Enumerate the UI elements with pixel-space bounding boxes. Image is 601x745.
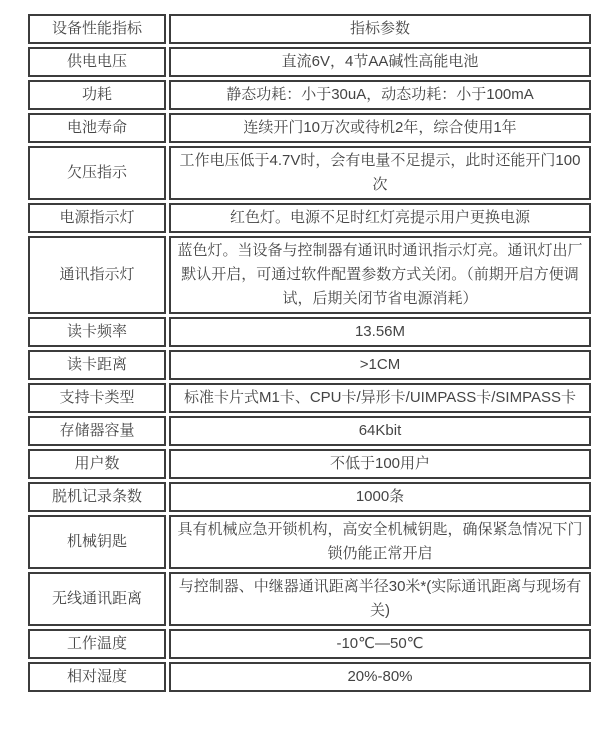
table-row bbox=[28, 383, 591, 413]
table-row bbox=[28, 572, 591, 626]
spec-label: 脱机记录条数 bbox=[28, 482, 166, 512]
table-row bbox=[28, 629, 591, 659]
table-row bbox=[28, 350, 591, 380]
spec-label: 存储器容量 bbox=[28, 416, 166, 446]
table-row-header bbox=[28, 14, 591, 44]
spec-value: 1000条 bbox=[169, 482, 591, 512]
spec-value: 工作电压低于4.7V时，会有电量不足提示，此时还能开门100次 bbox=[169, 146, 591, 200]
spec-value: 不低于100用户 bbox=[169, 449, 591, 479]
spec-value: 20%-80% bbox=[169, 662, 591, 692]
spec-label: 电池寿命 bbox=[28, 113, 166, 143]
spec-value: >1CM bbox=[169, 350, 591, 380]
spec-label: 用户数 bbox=[28, 449, 166, 479]
table-row bbox=[28, 482, 591, 512]
spec-value: 指标参数 bbox=[169, 14, 591, 44]
table-row bbox=[28, 236, 591, 314]
spec-label: 读卡距离 bbox=[28, 350, 166, 380]
table-row bbox=[28, 203, 591, 233]
table-row bbox=[28, 449, 591, 479]
spec-value: 静态功耗：小于30uA，动态功耗：小于100mA bbox=[169, 80, 591, 110]
spec-label: 通讯指示灯 bbox=[28, 236, 166, 314]
spec-value: 连续开门10万次或待机2年，综合使用1年 bbox=[169, 113, 591, 143]
spec-label: 功耗 bbox=[28, 80, 166, 110]
spec-value: 蓝色灯。当设备与控制器有通讯时通讯指示灯亮。通讯灯出厂默认开启，可通过软件配置参数方式关闭。（前期开启方便调试，后期关闭节省电源消耗） bbox=[169, 236, 591, 314]
table-row bbox=[28, 662, 591, 692]
spec-value: -10℃—50℃ bbox=[169, 629, 591, 659]
spec-label: 电源指示灯 bbox=[28, 203, 166, 233]
spec-value: 具有机械应急开锁机构，高安全机械钥匙，确保紧急情况下门锁仍能正常开启 bbox=[169, 515, 591, 569]
spec-label: 供电电压 bbox=[28, 47, 166, 77]
spec-value: 与控制器、中继器通讯距离半径30米*(实际通讯距离与现场有关) bbox=[169, 572, 591, 626]
spec-value: 标准卡片式M1卡、CPU卡/异形卡/UIMPASS卡/SIMPASS卡 bbox=[169, 383, 591, 413]
device-spec-table bbox=[25, 11, 594, 695]
spec-label: 支持卡类型 bbox=[28, 383, 166, 413]
spec-value: 64Kbit bbox=[169, 416, 591, 446]
table-row bbox=[28, 146, 591, 200]
table-row bbox=[28, 113, 591, 143]
table-row bbox=[28, 47, 591, 77]
table-row bbox=[28, 515, 591, 569]
spec-label: 机械钥匙 bbox=[28, 515, 166, 569]
spec-label: 工作温度 bbox=[28, 629, 166, 659]
spec-label: 相对湿度 bbox=[28, 662, 166, 692]
spec-value: 红色灯。电源不足时红灯亮提示用户更换电源 bbox=[169, 203, 591, 233]
table-row bbox=[28, 416, 591, 446]
spec-value: 13.56M bbox=[169, 317, 591, 347]
spec-label: 无线通讯距离 bbox=[28, 572, 166, 626]
spec-label: 设备性能指标 bbox=[28, 14, 166, 44]
spec-value: 直流6V，4节AA碱性高能电池 bbox=[169, 47, 591, 77]
spec-label: 欠压指示 bbox=[28, 146, 166, 200]
spec-label: 读卡频率 bbox=[28, 317, 166, 347]
table-row bbox=[28, 317, 591, 347]
table-row bbox=[28, 80, 591, 110]
